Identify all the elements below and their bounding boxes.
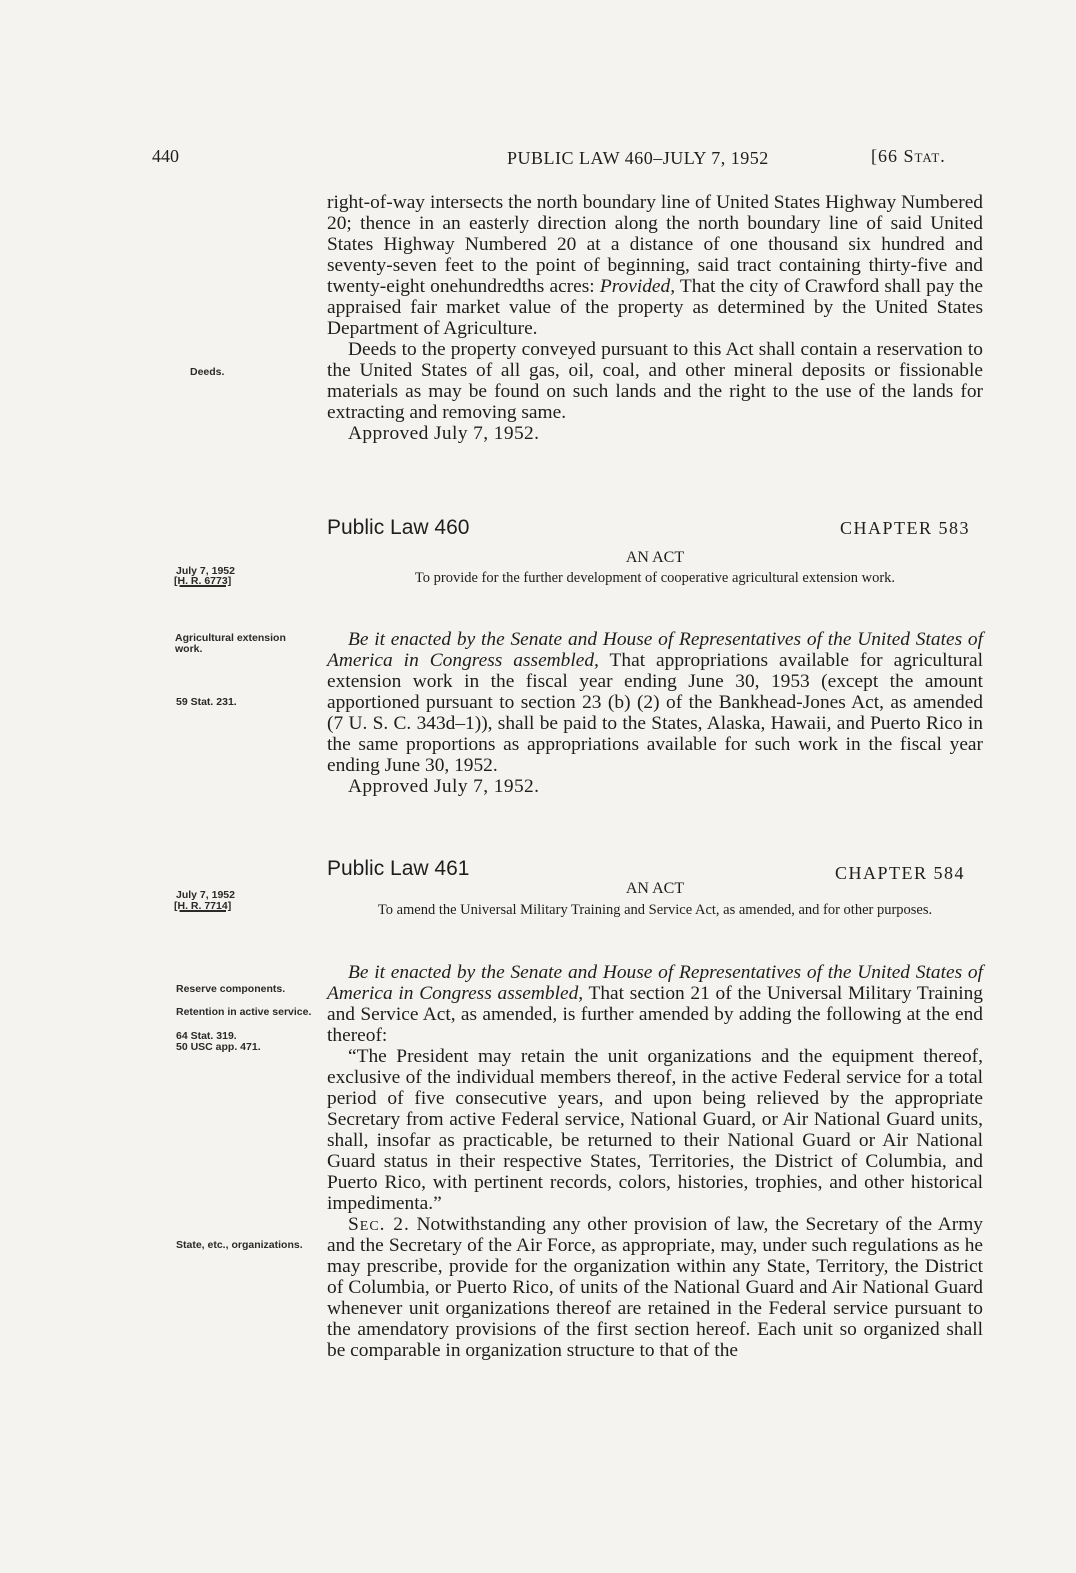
deeds-paragraph: Deeds to the property conveyed pursuant to this Act shall contain a reservation to the United States of all gas, oil, coal, and other mineral deposits or fissionable materials as may be found on such lands and the right to the use of the lands for extracting and removing same. bbox=[327, 339, 983, 423]
statute-reference: [66 Stat. bbox=[871, 146, 946, 166]
an-act-460: AN ACT bbox=[625, 549, 685, 566]
approval-line: Approved July 7, 1952. bbox=[348, 423, 540, 444]
chapter-584: CHAPTER 584 bbox=[835, 863, 966, 883]
margin-note-59-stat: 59 Stat. 231. bbox=[176, 696, 237, 708]
law-460-body bbox=[327, 629, 983, 797]
margin-note-state-organizations: State, etc., organizations. bbox=[176, 1239, 303, 1251]
provided-term: Provided, bbox=[599, 276, 676, 297]
law-460-enacting-paragraph: Be it enacted by the Senate and House of Representatives of the United States of America in Congress assembled, That appropriations available for agricultural extension work in the fiscal year ending June 30, 1953 (except the amount apportioned pursuant to section 23 (b) (2) of the Bankhead-Jones Act, as amended (7 U. S. C. 343d–1)), shall be paid to the States, Alaska, Hawaii, and Puerto Rico in the same proportions as appropriations available for such work in the fiscal year ending June 30, 1952. bbox=[327, 629, 983, 776]
margin-note-bill-461: [H. R. 7714] bbox=[174, 900, 232, 912]
margin-note-50-usc: 50 USC app. 471. bbox=[176, 1041, 261, 1053]
chapter-583: CHAPTER 583 bbox=[840, 518, 971, 538]
margin-note-date-461: July 7, 1952 bbox=[176, 889, 235, 901]
continued-paragraph-1: right-of-way intersects the north boundary line of United States Highway Numbered 20; thence in an easterly direction along the north boundary line of said United States Highway Numbered 20 at a distance of one thousand six hundred and seventy-seven feet to the point of beginning, said tract containing thirty-five and twenty-eight onehundredths acres: Provided, That the city of Crawford shall pay the appraised fair market value of the property as determined by the United States Department of Agriculture. bbox=[327, 192, 983, 339]
approval-line-460: Approved July 7, 1952. bbox=[348, 776, 540, 797]
enacting-clause-461: Be it enacted by the Senate and House of Representatives of the United States of America in Congress assembled, bbox=[327, 962, 983, 1004]
public-law-461-heading: Public Law 461 bbox=[327, 857, 470, 880]
law-461-enacting-paragraph: Be it enacted by the Senate and House of Representatives of the United States of America in Congress assembled, That section 21 of the Universal Military Training and Service Act, as amended, is further amended by adding the following at the end thereof: bbox=[327, 962, 983, 1046]
margin-note-retention: Retention in active service. bbox=[176, 1006, 312, 1018]
quoted-amendment: “The President may retain the unit organizations and the equipment thereof, exclusive of the individual members thereof, in the active Federal service for a total period of five consecutive years, and upon being relieved by the appropriate Secretary from active Federal service, National Guard, or Air National Guard units, shall, insofar as practicable, be returned to their National Guard or Air National Guard status in their respective States, Territories, the District of Columbia, and Puerto Rico, with pertinent records, colors, histories, trophies, and other historical impedimenta.” bbox=[327, 1046, 983, 1214]
margin-note-reserve: Reserve components. bbox=[176, 983, 286, 995]
public-law-460-heading: Public Law 460 bbox=[327, 516, 470, 539]
page-number: 440 bbox=[152, 146, 179, 166]
purpose-460: To provide for the further development of cooperative agricultural extension work. bbox=[414, 570, 896, 586]
enacting-clause-460: Be it enacted by the Senate and House of Representatives of the United States of America in Congress assembled, bbox=[327, 629, 983, 671]
continued-section bbox=[327, 192, 983, 444]
section-2-label: Sec. 2. bbox=[348, 1214, 410, 1235]
margin-note-agricultural: Agricultural extension work. bbox=[175, 632, 286, 655]
margin-note-deeds: Deeds. bbox=[190, 366, 225, 378]
an-act-461: AN ACT bbox=[625, 880, 685, 897]
law-461-body bbox=[327, 962, 983, 1361]
margin-note-64-stat: 64 Stat. 319. bbox=[176, 1030, 237, 1042]
running-title: PUBLIC LAW 460–JULY 7, 1952 bbox=[507, 148, 769, 168]
section-2-paragraph: Sec. 2. Notwithstanding any other provision of law, the Secretary of the Army and the Secretary of the Air Force, as appropriate, may, under such regulations as he may prescribe, provide for the organization within any State, Territory, the District of Columbia, or Puerto Rico, of units of the National Guard and Air National Guard whenever unit organizations thereof are retained in the Federal service pursuant to the amendatory provisions of the first section hereof. Each unit so organized shall be comparable in organization structure to that of the bbox=[327, 1214, 983, 1361]
margin-note-bill-460: [H. R. 6773] bbox=[174, 575, 232, 587]
margin-note-date-460: July 7, 1952 bbox=[176, 565, 235, 577]
purpose-461: To amend the Universal Military Training and Service Act, as amended, and for other purposes. bbox=[377, 902, 933, 918]
